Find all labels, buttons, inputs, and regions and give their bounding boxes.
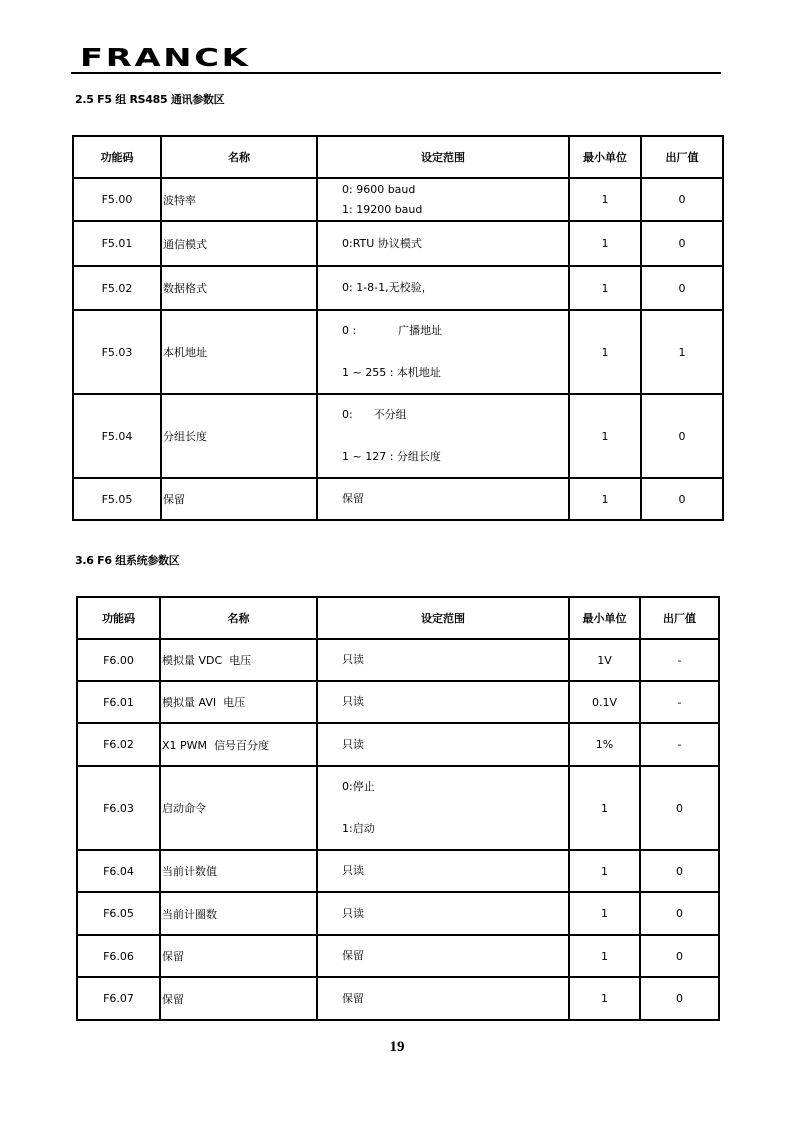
param-unit: 1 <box>569 310 641 394</box>
param-range <box>317 850 569 892</box>
column-header-default: 出厂值 <box>640 597 719 639</box>
param-range <box>317 892 569 935</box>
param-name: 模拟量 AVI 电压 <box>160 681 317 723</box>
table-row <box>77 935 719 977</box>
param-default: 0 <box>640 850 719 892</box>
param-name: 本机地址 <box>161 310 317 394</box>
param-code: F6.02 <box>77 723 160 766</box>
param-range <box>317 681 569 723</box>
range-option: 只读 <box>342 737 364 751</box>
param-code: F5.04 <box>73 394 161 478</box>
f5-parameter-table <box>72 135 724 521</box>
page-number: 19 <box>389 1039 405 1055</box>
column-header-range: 设定范围 <box>317 136 569 178</box>
range-option: 0:停止 <box>342 780 375 793</box>
param-code: F6.07 <box>77 977 160 1020</box>
param-unit: 1% <box>569 723 640 766</box>
table-row <box>73 221 723 266</box>
param-unit: 1 <box>569 221 641 266</box>
param-default: 0 <box>641 266 723 310</box>
range-option: 1:启动 <box>342 822 375 835</box>
table-row <box>73 266 723 310</box>
range-option: 1 ~ 255 : 本机地址 <box>342 366 441 379</box>
param-name: 保留 <box>160 977 317 1020</box>
column-header-unit: 最小单位 <box>569 136 641 178</box>
table-row <box>77 766 719 850</box>
param-default: - <box>640 681 719 723</box>
param-name: 保留 <box>161 478 317 520</box>
param-code: F6.00 <box>77 639 160 681</box>
table-row <box>73 478 723 520</box>
param-range <box>317 221 569 266</box>
param-unit: 1 <box>569 977 640 1020</box>
param-name: 波特率 <box>161 178 317 221</box>
param-code: F6.04 <box>77 850 160 892</box>
param-name: X1 PWM 信号百分度 <box>160 723 317 766</box>
param-range <box>317 766 569 850</box>
franck-logo: FRANCK <box>80 43 251 72</box>
range-option: 只读 <box>342 653 364 666</box>
param-default: - <box>640 639 719 681</box>
range-option: 0 : 广播地址 <box>342 324 443 337</box>
param-name: 模拟量 VDC 电压 <box>160 639 317 681</box>
range-option: 0: 9600 baud <box>342 182 416 196</box>
param-code: F5.05 <box>73 478 161 520</box>
table-row <box>73 394 723 478</box>
param-default: - <box>640 723 719 766</box>
column-header-unit: 最小单位 <box>569 597 640 639</box>
param-range <box>317 266 569 310</box>
param-code: F6.05 <box>77 892 160 935</box>
param-unit: 1 <box>569 935 640 977</box>
param-unit: 0.1V <box>569 681 640 723</box>
param-code: F5.02 <box>73 266 161 310</box>
column-header-range: 设定范围 <box>317 597 569 639</box>
section-title-f5: 2.5 F5 组 RS485 通讯参数区 <box>75 93 225 106</box>
table-row <box>77 639 719 681</box>
range-option: 0: 1-8-1,无校验， <box>342 281 433 294</box>
param-name: 数据格式 <box>161 266 317 310</box>
param-name: 保留 <box>160 935 317 977</box>
param-default: 0 <box>641 394 723 478</box>
param-code: F6.06 <box>77 935 160 977</box>
param-range <box>317 394 569 478</box>
param-range <box>317 310 569 394</box>
param-default: 0 <box>640 977 719 1020</box>
param-unit: 1V <box>569 639 640 681</box>
param-range <box>317 178 569 221</box>
table-row <box>73 310 723 394</box>
range-option: 保留 <box>342 492 364 505</box>
column-header-name: 名称 <box>161 136 317 178</box>
table-header-row <box>77 597 719 639</box>
range-option: 0:RTU 协议模式 <box>342 236 422 250</box>
param-name: 通信模式 <box>161 221 317 266</box>
param-range <box>317 478 569 520</box>
param-name: 当前计数值 <box>160 850 317 892</box>
column-header-default: 出厂值 <box>641 136 723 178</box>
table-row <box>73 178 723 221</box>
param-default: 0 <box>641 221 723 266</box>
f6-parameter-table <box>76 596 720 1021</box>
column-header-code: 功能码 <box>77 597 160 639</box>
param-unit: 1 <box>569 266 641 310</box>
column-header-name: 名称 <box>160 597 317 639</box>
param-name: 启动命令 <box>160 766 317 850</box>
range-option: 保留 <box>342 991 364 1005</box>
param-unit: 1 <box>569 394 641 478</box>
range-option: 1 ~ 127 : 分组长度 <box>342 450 441 463</box>
param-default: 0 <box>640 766 719 850</box>
param-default: 0 <box>640 935 719 977</box>
table-row <box>77 850 719 892</box>
param-unit: 1 <box>569 478 641 520</box>
param-default: 0 <box>641 178 723 221</box>
param-code: F5.01 <box>73 221 161 266</box>
range-option: 保留 <box>342 949 364 962</box>
param-default: 0 <box>640 892 719 935</box>
column-header-code: 功能码 <box>73 136 161 178</box>
range-option: 1: 19200 baud <box>342 202 423 216</box>
param-code: F6.03 <box>77 766 160 850</box>
param-code: F5.03 <box>73 310 161 394</box>
param-range <box>317 639 569 681</box>
param-unit: 1 <box>569 850 640 892</box>
param-unit: 1 <box>569 178 641 221</box>
param-range <box>317 977 569 1020</box>
table-row <box>77 681 719 723</box>
param-range <box>317 723 569 766</box>
param-code: F6.01 <box>77 681 160 723</box>
param-name: 分组长度 <box>161 394 317 478</box>
param-unit: 1 <box>569 766 640 850</box>
table-header-row <box>73 136 723 178</box>
param-code: F5.00 <box>73 178 161 221</box>
table-row <box>77 977 719 1020</box>
header-divider <box>71 72 721 74</box>
param-range <box>317 935 569 977</box>
table-row <box>77 892 719 935</box>
param-name: 当前计圈数 <box>160 892 317 935</box>
table-row <box>77 723 719 766</box>
range-option: 只读 <box>342 695 364 708</box>
param-unit: 1 <box>569 892 640 935</box>
param-default: 0 <box>641 478 723 520</box>
section-title-f6: 3.6 F6 组系统参数区 <box>75 554 180 567</box>
range-option: 只读 <box>342 906 364 920</box>
range-option: 0: 不分组 <box>342 408 407 421</box>
param-default: 1 <box>641 310 723 394</box>
range-option: 只读 <box>342 864 364 877</box>
